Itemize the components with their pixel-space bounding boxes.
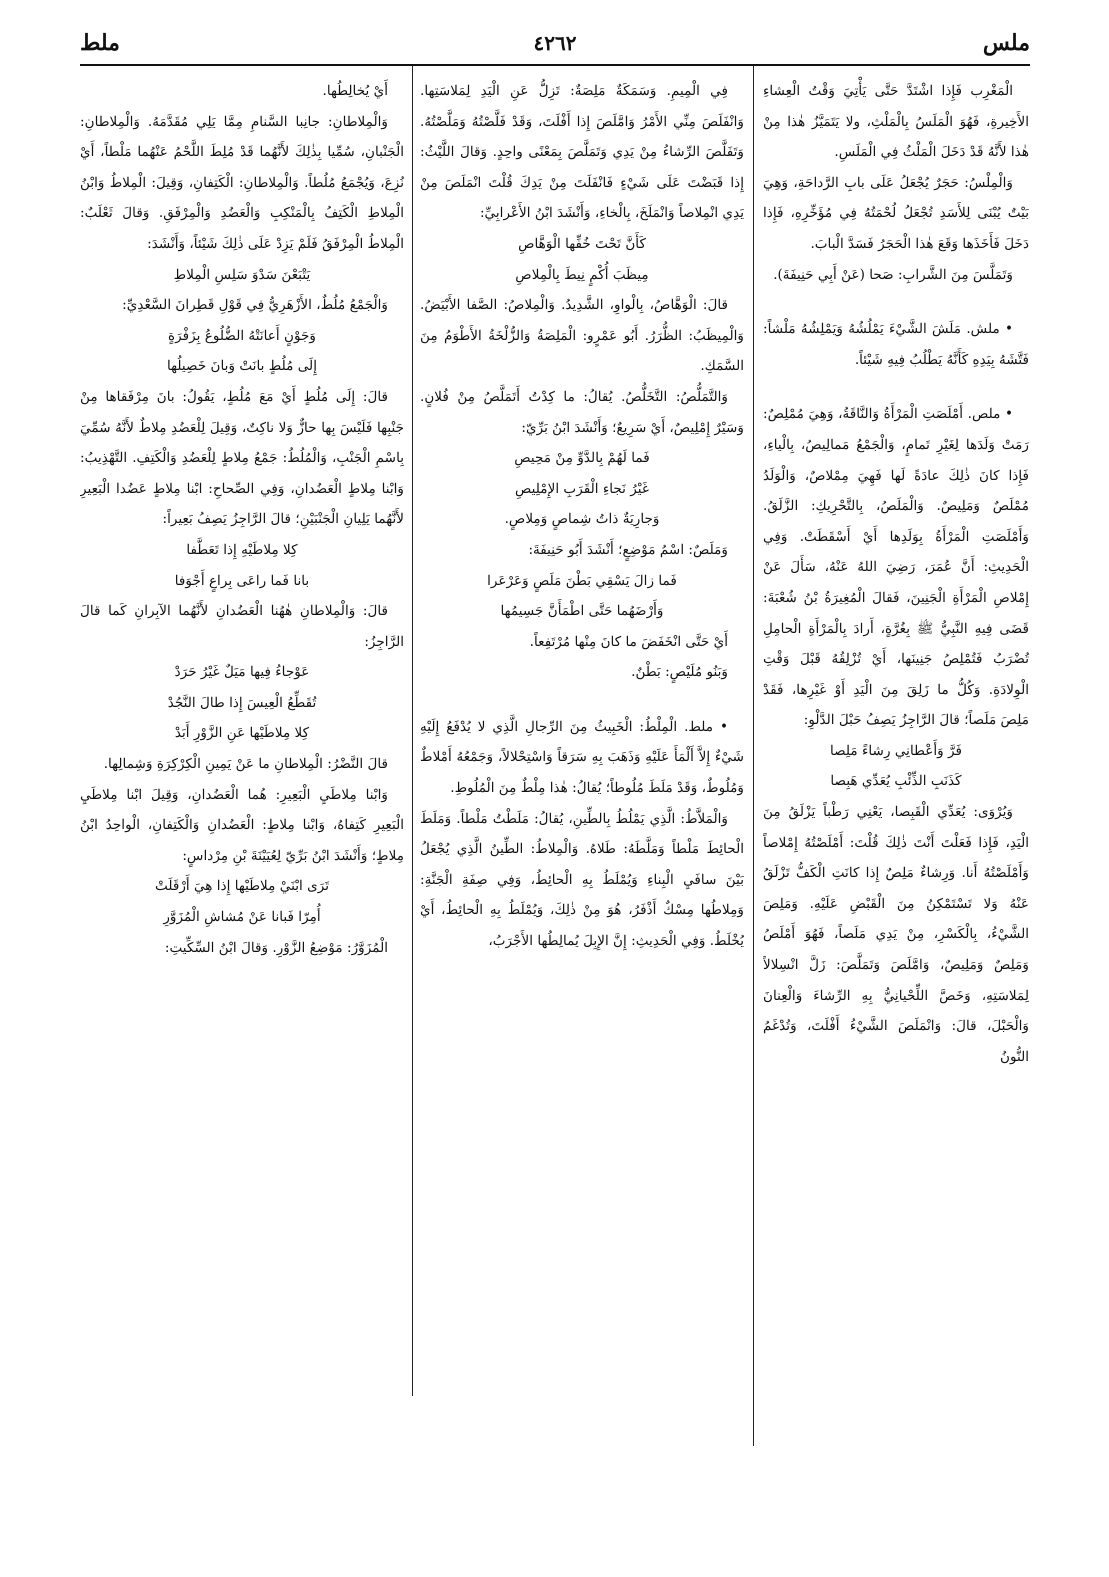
verse-line: وَجَوْنٍ أَعانَتْهُ الضُّلُوعُ بِزَفْرَةٍ [168,327,316,344]
verse-line: مِيظَبَ أُكْمٍ نِيطَ بِالْمِلاصِ [515,266,649,283]
header-right-word: ملس [982,30,1030,56]
entry-malas: • ملص. أَمْلَصَتِ الْمَرْأَةُ وَالنَّاقَةُ، وَهِيَ مُمْلِصٌ: رَمَتْ وَلَدَها لِغَيْرِ تَمامٍ، وَالْجَمْعُ مَمالِيصُ، بِالْياءِ، فَإِذا كانَ ذٰلِكَ عادَةً لَها فَهِيَ مِمْلاصٌ، وَالْوَلَدُ مُمْلَصٌ وَمَلِيصٌ. وَالْمَلَصُ، بِالتَّحْرِيكِ: الزَّلَقُ. وَأَمْلَصَتِ الْمَرْأَةُ بِوَلَدِها أَيْ أَسْقَطَتْ. وَفِي الْحَدِيثِ: أَنَّ عُمَرَ، رَضِيَ اللهُ عَنْهُ، سَأَلَ عَنْ إِمْلاصِ الْمَرْأَةِ الْجَنِينَ، فَقالَ الْمُغِيرَةُ بْنُ شُعْبَةَ: قَضَى فِيهِ النَّبِيُّ ﷺ بِغُرَّةٍ، أَرادَ بِالْمَرْأَةِ الْحامِلِ تُضْرَبُ فَتُمْلِصُ جَنِينَها، أَيْ تُزْلِقُهُ قَبْلَ وَقْتِ الْوِلادَةِ. وَكُلُّ ما زَلِقَ مِنَ الْيَدِ أَوْ غَيْرِها، فَقَدْ مَلِصَ مَلَصاً؛ قالَ الرَّاجِزُ يَصِفُ حَبْلَ الدَّلْوِ: [763,406,1029,729]
entry-spacer [763,290,1029,314]
paragraph: وَالْمِلاطانِ: جانِبا السَّنامِ مِمَّا يَلِي مُقَدَّمَهُ. وَالْمِلاطانِ: الْجَنْبانِ، سُمِّيا بِذٰلِكَ لأَنَّهُما قَدْ مُلِطَ اللَّحْمُ عَنْهُما مَلْطاً، أَيْ نُزِعَ، وَيُجْمَعُ مُلُطاً. وَالْمِلاطانِ: الْكَتِفانِ، وَقِيلَ: الْمِلاطُ وَابْنُ الْمِلاطِ الْكَتِفُ بِالْمَنْكِبِ وَالْعَضُدِ وَالْمِرْفَقِ. وَقالَ ثَعْلَبٌ: الْمِلاطُ الْمِرْفَقُ فَلَمْ يَزِدْ عَلَى ذٰلِكَ شَيْئاً، وَأَنْشَدَ: [80,113,404,252]
verse-line: تَرَى ابْنَيْ مِلاطَيْها إِذا هِيَ أَرْقَلَتْ [154,878,330,895]
verse-line: يَتْبَعْنَ سَدْوَ سَلِسِ الْمِلاطِ [173,266,311,283]
entry-spacer [420,688,744,712]
verse-line: غَيْرُ نَجاءِ الْقَرَبِ الإِمْلِيصِ [515,480,649,497]
paragraph: فِي الْمِيمِ. وَسَمَكَةٌ مَلِصَةٌ: تَزِلُّ عَنِ الْيَدِ لِمَلاسَتِها. وَانْفَلَصَ مِنِّي الأَمْرُ وَامَّلَصَ إِذا أَفْلَتَ، وَقَدْ فَلَّصْتُهُ وَمَلَّصْتُهُ. وَتَفَلَّصَ الرِّشاءُ مِنْ يَدِي وَتَمَلَّصَ بِمَعْنًى واحِدٍ. وَقالَ اللَّيْثُ: إِذا قَبَضْتَ عَلَى شَيْءٍ فَانْفَلَتَ مِنْ يَدِكَ قُلْتَ انْمَلَصَ مِنْ يَدِي انْمِلاصاً وَانْمَلَخَ، بِالْخاءِ، وَأَنْشَدَ ابْنُ الأَعْرابِيِّ: [420,83,744,222]
verse-line: فَما زالَ يَسْقِي بَطْنَ مَلَصٍ وَعَرْعَرا [487,572,677,589]
header-left-word: ملط [80,30,120,56]
verse-line: فَرَّ وَأَعْطانِي رِشاءً مَلِصا [829,742,963,759]
verse-line: أُمِرّا فَبانا عَنْ مُشاشِ الْمُزَوَّرِ [163,909,321,926]
paragraph: وَتَمَلَّسَ مِنَ الشَّرابِ: صَحا (عَنْ أَبِي حَنِيفَةَ). [773,266,1013,283]
column-left [80,76,404,1456]
paragraph: وَالْمَلاَّطُ: الَّذِي يَمْلُطُ بِالطِّينِ، يُقالُ: مَلَطْتُ مَلْطاً. وَمَلَطَ الْحائِطَ مَلْطاً وَمَلَّطَهُ: طَلاهُ. وَالْمِلاطُ: الطِّينُ الَّذِي يُجْعَلُ بَيْنَ سافَيِ الْبِناءِ وَيُمْلَطُ بِهِ الْحائِطُ، وَفِي صِفَةِ الْجَنَّةِ: وَمِلاطُها مِسْكٌ أَذْفَرُ، هُوَ مِنْ ذٰلِكَ، وَيُمْلَطُ بِهِ الْحائِطُ، أَيْ يُخْلَطُ. وَفِي الْحَدِيثِ: إِنَّ الإِبِلَ يُمالِطُها الأَجْرَبُ، [420,810,744,950]
paragraph: وَالْجَمْعُ مُلُطٌ، الأَزْهَرِيُّ فِي قَوْلِ قَطِرانَ السَّعْدِيِّ: [122,297,388,314]
paragraph: وَالْمِلْسُ: حَجَرٌ يُجْعَلُ عَلَى بابِ الرَّداحَةِ، وَهِيَ بَيْتٌ يُبْنَى لِلأَسَدِ تُجْعَلُ لُحْمَتُهُ فِي مُؤَخِّرِهِ، فَإِذا دَخَلَ فَأَخَذَها وَقَعَ هٰذا الْحَجَرُ فَسَدَّ الْبابَ. [763,174,1029,252]
entry-malash: • ملش. مَلَشَ الشَّيْءَ يَمْلُشُهُ وَيَمْلِشُهُ مَلْشاً: فَتَّشَهُ بِيَدِهِ كَأَنَّهُ يَطْلُبُ فِيهِ شَيْئاً. [763,321,1029,368]
paragraph: وَالتَّمَلُّصُ: التَّخَلُّصُ. يُقالُ: ما كِدْتُ أَتَمَلَّصُ مِنْ فُلانٍ. وَسَيْرٌ إِمْلِيصٌ، أَيْ سَرِيعٌ؛ وَأَنْشَدَ ابْنُ بَرِّيّ: [420,388,744,436]
paragraph: أَيْ يُخالِطُها. [322,83,388,99]
paragraph: وَابْنا مِلاطَيِ الْبَعِيرِ: هُما الْعَضُدانِ، وَقِيلَ ابْنا مِلاطَيِ الْبَعِيرِ كَتِفاهُ، وَابْنا مِلاطٍ: الْعَضُدانِ وَالْكَتِفانِ، الْواحِدُ ابْنُ مِلاطٍ؛ وَأَنْشَدَ ابْنُ بَرِّيّ لِعُيَيْنَةَ بْنِ مِرْداسٍ: [80,786,404,864]
paragraph: قالَ: الْوَهَّاصُ، بِالْواوِ، الشَّدِيدُ. وَالْمِلاصُ: الصَّفا الأَبْيَضُ. وَالْمِيظَبُ: الظُّرَرُ. أَبُو عَمْرٍو: الْمَلِصَةُ وَالزُّلْخَةُ الأَطْوَمُ مِنَ السَّمَكِ. [420,297,744,375]
column-divider-right [753,66,754,1446]
entry-spacer [763,375,1029,399]
verse-line: عَوْجاءُ فِيها مَيَلٌ غَيْرُ حَرَدْ [174,664,310,681]
verse-line: كِلا مِلاطَيْها عَنِ الزَّوْرِ أَبَدْ [174,725,310,742]
verse-line: بانا فَما راعَى بِراعٍ أَجْوَفا [174,572,310,589]
verse-line: فَما لَهُمْ بِالدَّوِّ مِنْ مَحِيصِ [514,450,650,467]
page-header [80,28,1030,60]
paragraph: الْمُزَوَّرُ: مَوْضِعُ الزَّوْرِ. وَقالَ ابْنُ السِّكِّيتِ: [164,939,388,956]
verse-line: وَجارِيَةٌ ذاتُ شِماصٍ وَمِلاصٍ. [504,511,660,528]
header-divider [80,64,1030,66]
paragraph: قالَ النَّضْرُ: الْمِلاطانِ ما عَنْ يَمِينِ الْكِرْكِرَةِ وَشِمالِها. [103,756,388,773]
paragraph: أَيْ حَتَّى انْخَفَضَ ما كانَ مِنْها مُرْتَفِعاً. [529,633,728,650]
verse-line: إِلَى مُلُطٍ بانَتْ وَبانَ خَصِيلُها [167,358,317,375]
verse-line: وَأَرْضَهُما حَتَّى اطْمَأَنَّ جَسِيمُها [500,603,664,620]
paragraph: وَمَلَصٌ: اسْمُ مَوْضِعٍ؛ أَنْشَدَ أَبُو حَنِيفَةَ: [528,541,728,558]
verse-line: كِلا مِلاطَيْهِ إِذا تَعَطَّفا [186,541,298,558]
paragraph: قالَ: وَالْمِلاطانِ هٰهُنا الْعَضُدانِ لأَنَّهُما الآبِرانِ كَما قالَ الرَّاجِزُ: [80,603,404,650]
entry-malat: • ملط. الْمِلْطُ: الْخَبِيثُ مِنَ الرِّجالِ الَّذِي لا يُدْفَعُ إِلَيْهِ شَيْءٌ إِلاَّ أَلْمَأَ عَلَيْهِ وَذَهَبَ بِهِ سَرَقاً وَاسْتِحْلالاً، وَجَمْعُهُ أَمْلاطٌ وَمُلُوطٌ، وَقَدْ مَلَطَ مُلُوطاً؛ يُقالُ: هٰذا مِلْطٌ مِنَ الْمُلُوطِ. [420,718,744,797]
paragraph: وَيُرْوَى: يُعَدِّي الْقَبِصا، يَعْنِي رَطْباً يَزْلَقُ مِنَ الْيَدِ، فَإِذا فَعَلْتَ أَنْتَ ذٰلِكَ قُلْتَ: أَمْلَصْتُهُ إِمْلاصاً وَأَمْلَصْتُهُ أَنا. وَرِشاءٌ مَلِصٌ إِذا كانَتِ الْكَفُّ تَزْلَقُ عَنْهُ وَلا تَسْتَمْكِنُ مِنَ الْقَبْضِ عَلَيْهِ. وَمَلِصَ الشَّيْءُ، بِالْكَسْرِ، مِنْ يَدِي مَلَصاً، فَهُوَ أَمْلَصُ وَمَلِصٌ وَمَلِيصٌ، وَامَّلَصَ وَتَمَلَّصَ: زَلَّ انْسِلالاً لِمَلاسَتِهِ، وَخَصَّ اللِّحْيانِيُّ بِهِ الرِّشاءَ وَالْعِنانَ وَالْحَبْلَ، قالَ: وَانْمَلَصَ الشَّيْءُ أَفْلَتَ، وَتُدْغَمُ النُّونُ [763,804,1029,1065]
column-middle [420,76,744,1456]
page-number: ٤٢٦٢ [533,31,577,55]
verse-line: تُقَطِّعُ الْعِيسَ إِذا طالَ النَّجُدْ [167,694,317,711]
verse-line: كَأَنَّ تَحْتَ خُفِّها الْوَهَّاصِ [518,235,646,252]
paragraph: وَبَنُو مُلَيْصٍ: بَطْنٌ. [631,664,728,681]
verse-line: كَذَنَبِ الذِّئْبِ يُعَدِّي هَبِصا [830,773,962,790]
paragraph: قالَ: إِلَى مُلُطٍ أَيْ مَعَ مُلُطٍ، يَقُولُ: بانَ مِرْفَقاها مِنْ جَنْبِها فَلَيْسَ بِها حازٌّ وَلا ناكِتٌ، وَقِيلَ لِلْعَضُدِ مِلاطٌ لأَنَّهُ سُمِّيَ بِاسْمِ الْجَنْبِ، وَالْمُلُطُ: جَمْعُ مِلاطٍ لِلْعَضُدِ وَالْكَتِفِ. التَّهْذِيبُ: وَابْنا مِلاطٍ الْعَضُدانِ، وَفِي الصِّحاحِ: ابْنا مِلاطٍ عَضُدا الْبَعِيرِ لأَنَّهُما يَلِيانِ الْجَنْبَيْنِ؛ قالَ الرَّاجِزُ يَصِفُ بَعِيراً: [80,388,404,528]
column-divider-left [412,66,413,1396]
column-right [763,76,1029,1456]
paragraph: الْمَغْرِب فَإِذا اشْتَدَّ حَتَّى يَأْتِيَ وَقْتُ الْعِشاءِ الأَخِيرةِ، فَهُوَ الْمَلَسُ بِالْمَلْثِ، ولا يَتَمَيَّزُ هٰذا مِنْ هٰذا لأَنَّهُ قَدْ دَخَلَ الْمَلْثُ فِي الْمَلَسِ. [763,83,1029,161]
